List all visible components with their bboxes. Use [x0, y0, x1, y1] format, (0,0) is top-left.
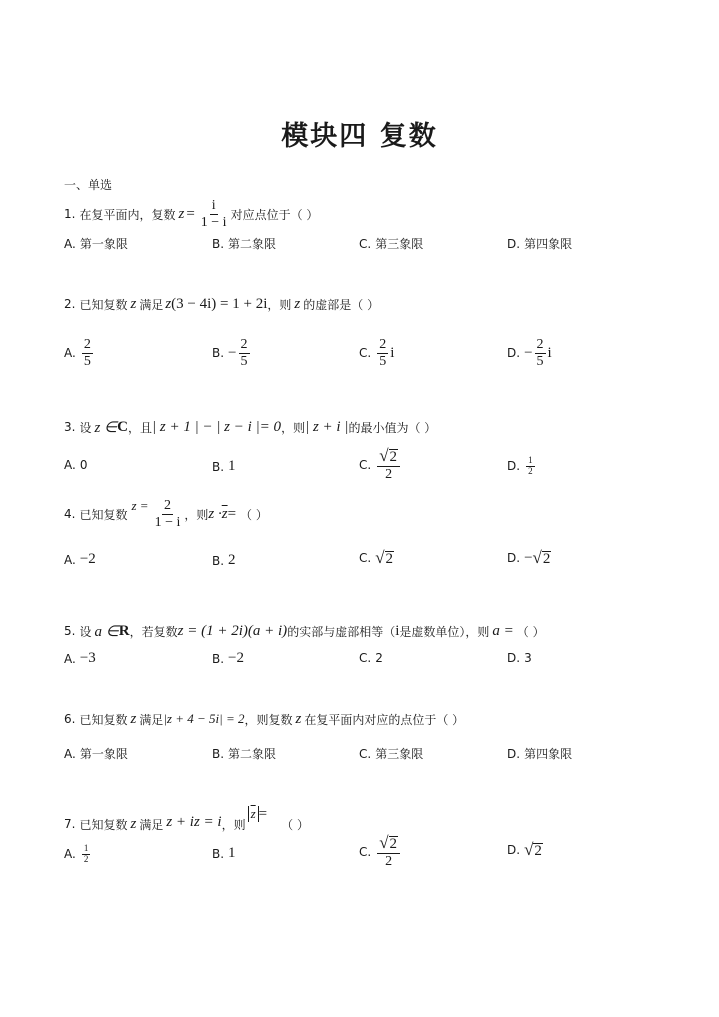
option-text: −2 [228, 650, 245, 666]
option-d[interactable] [507, 651, 532, 665]
question-text: 在复平面内，复数 [79, 207, 176, 222]
fraction-num: 1 [83, 842, 89, 853]
fraction [239, 337, 250, 369]
question-6 [64, 709, 464, 729]
option-text: 0 [79, 458, 88, 472]
question-text: 设 [79, 420, 92, 435]
option-a[interactable] [64, 650, 96, 667]
option-a[interactable] [64, 842, 92, 866]
math-sign: − [524, 549, 533, 566]
option-c[interactable] [359, 235, 423, 252]
option-d[interactable] [507, 745, 572, 762]
option-text: 第三象限 [375, 237, 424, 251]
option-c[interactable] [359, 745, 423, 762]
option-label: B. [212, 236, 225, 251]
math-expression: | z + 1 | − | z − i |= 0 [151, 418, 282, 435]
option-label: B. [212, 746, 225, 761]
option-text: −2 [79, 551, 96, 567]
question-text: 已知复数 [79, 817, 128, 832]
option-text: 1 [228, 458, 236, 474]
fraction [82, 844, 91, 865]
imaginary-unit: i [547, 344, 552, 361]
option-label: C. [359, 651, 372, 665]
option-label: B. [212, 346, 225, 360]
option-text: −3 [79, 650, 96, 666]
option-label: A. [64, 236, 76, 251]
math-expression: | z + i | [305, 418, 349, 435]
math-eq: = [186, 205, 195, 222]
option-label: D. [507, 843, 521, 857]
fraction-den: 5 [536, 353, 544, 369]
math-eq: = [258, 805, 268, 822]
question-text: 满足 [139, 817, 164, 832]
option-a[interactable] [64, 551, 96, 568]
math-var: z [294, 295, 301, 312]
radicand: 2 [542, 551, 551, 568]
option-label: C. [359, 236, 372, 251]
question-text: ，则 [281, 420, 306, 435]
fraction-num: i [211, 198, 216, 214]
math-expression: (3 − 4i) = 1 + 2i [171, 295, 268, 312]
question-text: 设 [79, 624, 92, 639]
question-text: （ ） [240, 507, 268, 522]
sqrt: √ 2 [524, 840, 542, 860]
fraction [535, 337, 546, 369]
option-text: 2 [375, 651, 383, 665]
imaginary-unit: i [395, 622, 400, 639]
question-number: 2. [64, 297, 76, 311]
option-b[interactable] [212, 235, 276, 252]
option-label: A. [64, 651, 76, 666]
modulus-conjugate-z: $\overline{z}$ [248, 806, 259, 822]
option-label: A. [64, 847, 76, 861]
question-text: 是虚数单位），则 [399, 624, 490, 639]
sqrt: √ 2 [532, 548, 551, 568]
option-b[interactable] [212, 845, 236, 862]
question-text: （ ） [281, 817, 309, 832]
fraction-den: 1 − i [200, 214, 227, 230]
math-set: R [118, 622, 130, 639]
question-text: 的最小值为（ ） [348, 420, 437, 435]
question-2: 2. 已知复数 z 满足 z (3 − 4i) = 1 + 2i ，则 z 的虚部是（ ） [64, 295, 380, 312]
option-a[interactable] [64, 333, 95, 373]
option-text: 第二象限 [228, 747, 277, 761]
option-label: D. [507, 459, 521, 473]
math-var: z [178, 205, 185, 222]
math-expression: a ∈ [94, 623, 119, 640]
option-label: D. [507, 551, 521, 565]
question-4 [64, 494, 268, 534]
option-d[interactable] [507, 333, 552, 373]
option-text: 第三象限 [375, 747, 424, 761]
option-text: 第一象限 [79, 237, 128, 251]
option-text: 第四象限 [524, 237, 573, 251]
option-label: D. [507, 346, 521, 360]
math-sign: − [228, 344, 237, 361]
sqrt: √ 2 [379, 833, 398, 853]
question-text: ，则复数 [244, 712, 293, 727]
question-text: ，则 [267, 297, 292, 312]
question-text: 的虚部是（ ） [303, 297, 380, 312]
option-b[interactable] [212, 650, 244, 667]
option-d[interactable] [507, 235, 572, 252]
math-expression: z ∈ [94, 419, 118, 436]
question-3 [64, 417, 436, 437]
question-text: ，则 [184, 507, 209, 522]
question-number: 5. [64, 624, 76, 638]
option-text: 第二象限 [228, 237, 277, 251]
question-number: 1. [64, 207, 76, 221]
option-a[interactable] [64, 458, 87, 472]
option-text: 2 [228, 552, 236, 568]
option-label: A. [64, 346, 76, 360]
question-text: 满足 [139, 712, 164, 727]
option-label: A. [64, 746, 76, 761]
question-5 [64, 620, 545, 642]
section-heading: 一、单选 [64, 178, 113, 192]
option-text: 第一象限 [79, 747, 128, 761]
math-expression: a = [492, 622, 514, 639]
radicand: 2 [534, 843, 542, 860]
option-d[interactable] [507, 454, 537, 478]
fraction-den: 5 [240, 353, 248, 369]
question-text: 在复平面内对应的点位于（ ） [304, 712, 465, 727]
question-text: 已知复数 [79, 507, 128, 522]
option-label: A. [64, 552, 76, 567]
option-text: 1 [228, 845, 236, 861]
fraction-num: 2 [240, 337, 248, 353]
option-c[interactable] [359, 548, 394, 568]
option-b[interactable] [212, 552, 236, 569]
fraction-den: 1 − i [154, 514, 181, 530]
fraction [199, 198, 229, 230]
radicand: 2 [385, 551, 394, 568]
fraction-den: 2 [528, 465, 533, 476]
fraction-den: 5 [379, 353, 387, 369]
fraction-den: 2 [83, 853, 89, 864]
option-label: D. [507, 746, 521, 761]
math-var: z [130, 815, 137, 832]
option-text: 3 [524, 651, 532, 665]
math-set: C [117, 418, 128, 435]
option-d[interactable] [507, 548, 551, 568]
option-a[interactable] [64, 745, 128, 762]
fraction-num: 2 [163, 498, 171, 514]
fraction [377, 337, 388, 369]
question-text: 对应点位于（ ） [230, 207, 319, 222]
question-7 [64, 800, 309, 832]
option-c[interactable] [359, 333, 394, 373]
sqrt: √ 2 [379, 446, 398, 466]
option-c[interactable] [359, 446, 402, 484]
math-expression: |z + 4 − 5i| = 2 [163, 711, 245, 726]
fraction [377, 447, 400, 482]
math-sign: − [524, 344, 533, 361]
conjugate-z: $\overline{z}$ [221, 505, 228, 522]
radicand: 2 [389, 449, 398, 466]
question-text: 的实部与虚部相等（ [287, 624, 396, 639]
option-c[interactable] [359, 833, 402, 871]
math-eq: = [227, 505, 237, 522]
question-number: 4. [64, 507, 76, 521]
question-text: ，且 [127, 420, 152, 435]
fraction-den: 5 [83, 353, 91, 369]
radicand: 2 [389, 836, 398, 853]
option-d[interactable] [507, 840, 543, 860]
option-b[interactable] [212, 333, 252, 373]
question-number: 3. [64, 420, 76, 434]
question-text: 满足 [139, 297, 164, 312]
math-expression: z · [208, 505, 222, 522]
fraction-num: 1 [528, 454, 533, 465]
fraction-num: 2 [83, 337, 91, 353]
question-number: 6. [64, 712, 76, 726]
math-var: z [130, 295, 137, 312]
option-label: D. [507, 236, 521, 251]
option-label: B. [212, 846, 225, 861]
math-expression: z = (1 + 2i)(a + i) [177, 622, 288, 639]
option-label: C. [359, 746, 372, 761]
math-var: z [295, 710, 302, 727]
math-expression: z + iz = i [166, 813, 222, 830]
question-1 [64, 196, 318, 232]
option-label: B. [212, 459, 225, 474]
fraction-den: 2 [385, 854, 393, 870]
fraction-den: 2 [385, 467, 393, 483]
fraction [526, 456, 535, 477]
fraction-num: 2 [379, 337, 387, 353]
question-text: （ ） [516, 624, 545, 639]
option-b[interactable] [212, 745, 276, 762]
fraction [153, 498, 183, 530]
option-c[interactable] [359, 651, 383, 665]
option-b[interactable] [212, 458, 236, 475]
question-text: ，则 [221, 817, 246, 832]
page-title: 模块四 复数 [281, 121, 438, 152]
fraction [377, 834, 400, 869]
question-number: 7. [64, 817, 76, 831]
option-label: C. [359, 845, 372, 859]
option-label: C. [359, 458, 372, 472]
option-a[interactable] [64, 235, 128, 252]
math-expression: z = [131, 498, 149, 513]
option-label: C. [359, 551, 372, 565]
sqrt: √ 2 [375, 548, 394, 568]
option-label: C. [359, 346, 372, 360]
option-label: D. [507, 651, 521, 665]
option-label: B. [212, 651, 225, 666]
question-text: 已知复数 [79, 712, 128, 727]
fraction-num: 2 [536, 337, 544, 353]
option-label: A. [64, 458, 76, 472]
math-var: z [130, 710, 137, 727]
question-text: 已知复数 [79, 297, 128, 312]
option-label: B. [212, 553, 225, 568]
fraction [82, 337, 93, 369]
question-text: ，若复数 [129, 624, 178, 639]
option-text: 第四象限 [524, 747, 573, 761]
imaginary-unit: i [390, 344, 395, 361]
